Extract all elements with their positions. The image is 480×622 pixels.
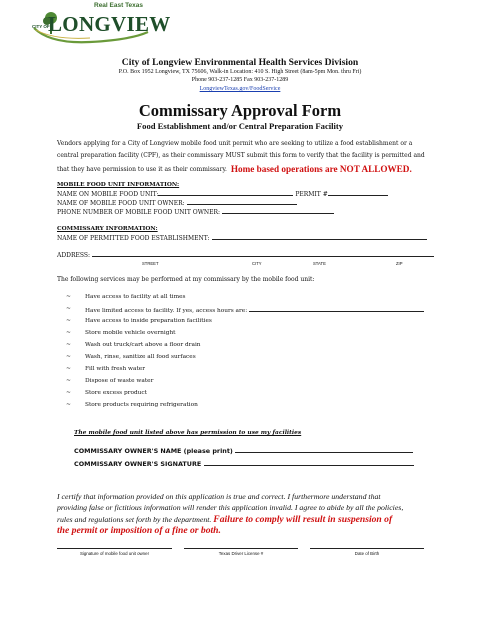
commissary-address-row: [57, 251, 434, 260]
website-link[interactable]: LongviewTexas.gov/FoodService: [199, 86, 281, 92]
service-checkbox[interactable]: ~: [66, 390, 71, 396]
certification-text: rules and regulations set forth by the department.: [57, 515, 212, 524]
org-phone: Phone 903-237-1285 Fax 903-237-1289: [191, 77, 289, 83]
certification-line-2: providing false or fictitious information will render this application invalid. I agree to abide by all the policies,: [57, 503, 404, 512]
street-sublabel: STREET: [142, 261, 159, 266]
owner-signature-label: COMMISSARY OWNER'S SIGNATURE: [74, 460, 202, 468]
service-item: Wash, rinse, sanitize all food surfaces: [85, 354, 196, 360]
service-checkbox[interactable]: ~: [66, 366, 71, 372]
service-item: Fill with fresh water: [85, 366, 145, 372]
service-checkbox[interactable]: ~: [66, 342, 71, 348]
date-of-birth-line[interactable]: [310, 548, 424, 549]
service-checkbox[interactable]: ~: [66, 318, 71, 324]
certification-line-4: [57, 525, 221, 536]
logo-wordmark: LONGVIEW: [48, 12, 171, 36]
license-number-label: Texas Driver License #: [218, 551, 264, 556]
org-address: P.O. Box 1952 Longview, TX 75606, Walk-in Location: 410 S. High Street (8am-5pm Mon. thru Fri): [118, 69, 362, 75]
owner-name-row: [74, 446, 413, 455]
home-based-warning: Home based operations are NOT ALLOWED.: [230, 164, 412, 174]
service-checkbox[interactable]: ~: [66, 306, 71, 312]
commissary-name-field[interactable]: [212, 234, 427, 240]
certification-line-1: I certify that information provided on this application is true and correct. I furthermore understand that: [57, 492, 381, 501]
intro-line-1: Vendors applying for a City of Longview mobile food unit permit who are seeking to utilize a food establishment or a: [57, 140, 413, 147]
page-title: Commissary Approval Form: [138, 101, 342, 120]
commissary-name-row: [57, 234, 427, 243]
mobile-unit-name-field[interactable]: [158, 190, 293, 196]
mobile-unit-phone-label: PHONE NUMBER OF MOBILE FOOD UNIT OWNER:: [57, 209, 221, 216]
mobile-owner-signature-label: Signature of mobile food unit owner: [79, 551, 150, 556]
intro-line-3: [57, 164, 412, 174]
service-item: Store mobile vehicle overnight: [85, 330, 176, 336]
mobile-unit-name-label: NAME ON MOBILE FOOD UNIT:: [57, 191, 159, 198]
mobile-unit-heading: MOBILE FOOD UNIT INFORMATION:: [57, 182, 180, 188]
service-checkbox[interactable]: ~: [66, 294, 71, 300]
date-of-birth-label: Date of Birth: [354, 551, 380, 556]
org-name: City of Longview Environmental Health Services Division: [121, 57, 359, 68]
services-intro: The following services may be performed at my commissary by the mobile food unit:: [57, 276, 315, 283]
owner-name-field[interactable]: [235, 446, 413, 453]
access-hours-field[interactable]: [249, 306, 424, 312]
address-label: ADDRESS:: [57, 252, 90, 259]
commissary-name-label: NAME OF PERMITTED FOOD ESTABLISHMENT:: [57, 235, 210, 242]
license-number-line[interactable]: [184, 548, 298, 549]
compliance-warning: Failure to comply will result in suspension of: [213, 514, 393, 525]
page-subtitle: Food Establishment and/or Central Preparation Facility: [136, 121, 344, 131]
mobile-unit-owner-row: [57, 199, 297, 208]
logo-city-of: CITY OF: [32, 24, 50, 29]
owner-signature-field[interactable]: [204, 459, 414, 466]
city-sublabel: CITY: [252, 261, 262, 266]
owner-name-label: COMMISSARY OWNER'S NAME (please print): [74, 447, 233, 455]
mobile-unit-phone-field[interactable]: [222, 208, 334, 214]
mobile-owner-signature-line[interactable]: [57, 548, 172, 549]
permit-number-field[interactable]: [328, 190, 388, 196]
service-checkbox[interactable]: ~: [66, 378, 71, 384]
mobile-unit-name-row: [57, 190, 388, 199]
commissary-heading: COMMISSARY INFORMATION:: [57, 226, 158, 232]
zip-sublabel: ZIP: [396, 261, 403, 266]
service-checkbox[interactable]: ~: [66, 330, 71, 336]
mobile-unit-owner-label: NAME OF MOBILE FOOD UNIT OWNER:: [57, 200, 185, 207]
service-item: Have access to facility at all times: [85, 294, 186, 300]
mobile-unit-phone-row: [57, 208, 334, 217]
permit-label: PERMIT #: [295, 191, 328, 198]
service-item: Store excess product: [85, 390, 147, 396]
intro-line-2: central preparation facility (CPF), as their commissary MUST submit this form to verify that the facility is permitted and: [57, 152, 425, 159]
mobile-unit-owner-field[interactable]: [187, 199, 297, 205]
state-sublabel: STATE: [313, 261, 326, 266]
logo-tagline: Real East Texas: [94, 2, 144, 9]
permission-statement: The mobile food unit listed above has permission to use my facilities: [74, 429, 302, 436]
service-item: Wash out truck/cart above a floor drain: [85, 342, 201, 348]
service-item: Have access to inside preparation facilities: [85, 318, 212, 324]
compliance-warning-cont: the permit or imposition of a fine or both.: [57, 525, 221, 536]
service-item: Store products requiring refrigeration: [85, 402, 198, 408]
service-checkbox[interactable]: ~: [66, 354, 71, 360]
service-item-text: Have limited access to facility. If yes, access hours are:: [85, 308, 248, 314]
certification-line-3: [57, 514, 392, 525]
service-item: Dispose of waste water: [85, 378, 154, 384]
owner-signature-row: [74, 459, 414, 468]
intro-text: that they have permission to use it as their commissary.: [57, 166, 227, 173]
service-item: [85, 306, 424, 314]
address-field[interactable]: [92, 251, 434, 257]
service-checkbox[interactable]: ~: [66, 402, 71, 408]
